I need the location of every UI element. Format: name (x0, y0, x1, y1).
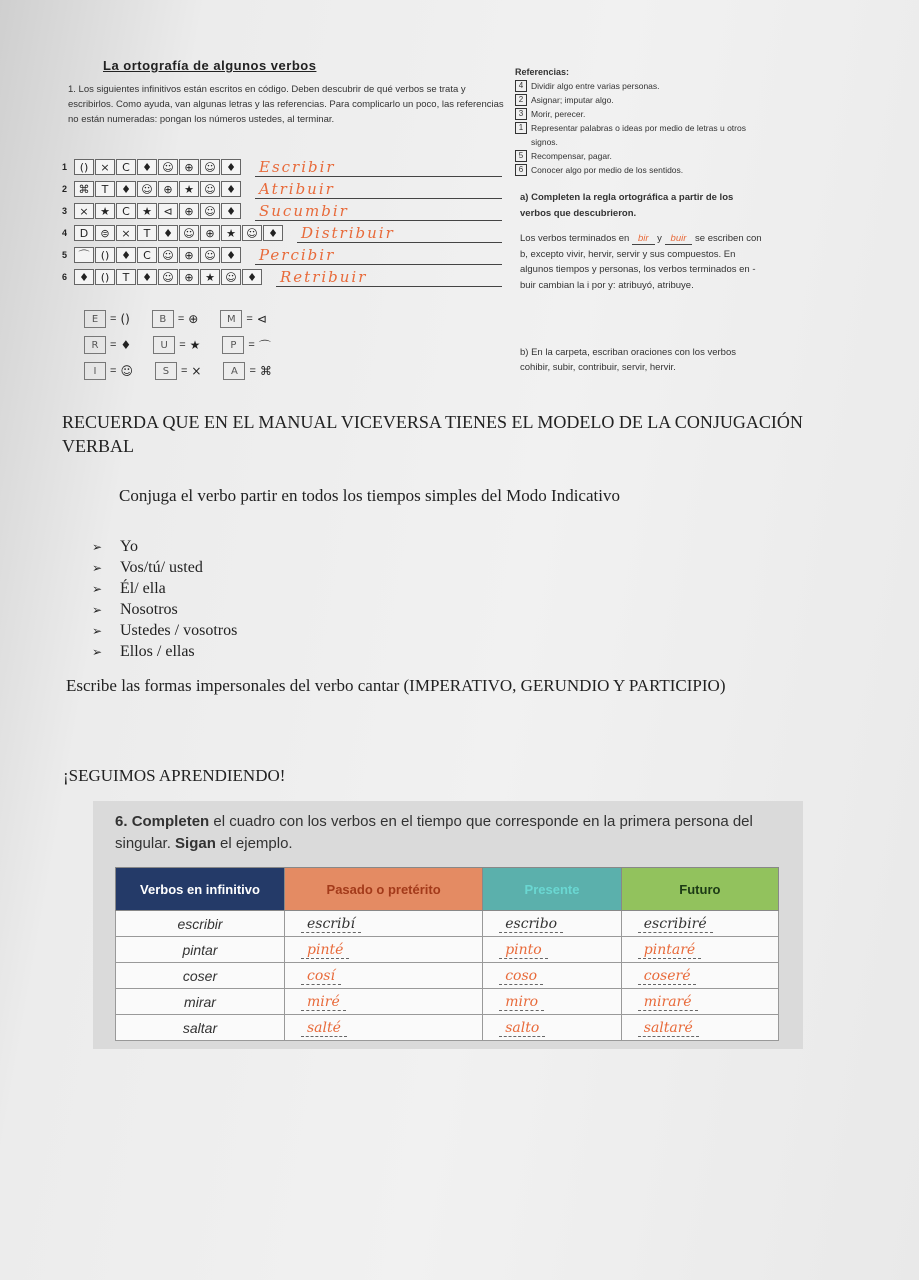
code-symbol: C (116, 159, 136, 175)
code-symbol: ★ (179, 181, 199, 197)
code-symbol: C (137, 247, 157, 263)
reference-text: Representar palabras o ideas por medio de letras u otros signos. (530, 123, 746, 147)
legend-letter-box[interactable]: A (223, 362, 245, 380)
answer-cell[interactable] (483, 1015, 622, 1041)
legend-item (222, 336, 270, 354)
answer-text: escribí (301, 916, 361, 933)
reference-number[interactable]: 3 (515, 108, 527, 120)
code-symbol: ♦ (221, 181, 241, 197)
col-header-futuro: Futuro (621, 868, 778, 911)
reference-number[interactable]: 6 (515, 164, 527, 176)
answer-text: cosí (301, 968, 341, 985)
code-row (62, 244, 502, 266)
legend-item (84, 310, 130, 328)
answer-cell[interactable] (483, 989, 622, 1015)
list-item (92, 599, 237, 620)
reference-item (515, 149, 775, 163)
code-symbol: C (116, 203, 136, 219)
table-row (116, 1015, 779, 1041)
equals-sign: = (110, 339, 117, 351)
list-item (92, 578, 237, 599)
rule-a-intro: a) Completen la regla ortográfica a partir de los verbos que descubrieron. (520, 192, 734, 219)
answer-text: escribiré (638, 916, 713, 933)
code-symbol: ⌒ (74, 247, 94, 263)
code-symbol: ⊕ (158, 181, 178, 197)
code-symbol: T (137, 225, 157, 241)
code-symbol: ♦ (221, 203, 241, 219)
legend-symbol: ★ (189, 338, 201, 352)
code-row (62, 178, 502, 200)
code-symbol: ☺ (200, 247, 220, 263)
equals-sign: = (246, 313, 253, 325)
verb-text: pintar (182, 941, 218, 958)
col-header-presente: Presente (483, 868, 622, 911)
col-header-pasado: Pasado o pretérito (285, 868, 483, 911)
equals-sign: = (179, 339, 186, 351)
reference-item (515, 107, 775, 121)
activity-text-1: el cuadro con los verbos en el tiempo que corresponde en la primera persona del singular. (115, 813, 753, 852)
legend-symbol: () (120, 312, 130, 326)
code-symbol: ♦ (221, 247, 241, 263)
code-symbol: ☺ (200, 203, 220, 219)
reference-text: Morir, perecer. (531, 109, 586, 119)
row-number: 1 (62, 162, 68, 172)
code-symbol: () (95, 247, 115, 263)
verb-text: escribir (177, 915, 223, 932)
table-row (116, 963, 779, 989)
code-symbol: ♦ (116, 247, 136, 263)
rule-a-answer-1[interactable]: bir (632, 233, 655, 245)
code-symbol: × (116, 225, 136, 241)
rule-a (520, 190, 765, 293)
row-number: 5 (62, 250, 68, 260)
code-symbol: T (95, 181, 115, 197)
answer-cell[interactable] (285, 963, 483, 989)
code-symbol: ♦ (242, 269, 262, 285)
answer-text: pinto (499, 942, 548, 959)
legend-letter-box[interactable]: B (152, 310, 174, 328)
code-symbol: ☺ (137, 181, 157, 197)
legend-symbol: ⌒ (258, 338, 271, 353)
person-label: Nosotros (120, 600, 178, 618)
code-cells (74, 247, 241, 263)
list-item (92, 641, 237, 662)
equals-sign: = (248, 339, 255, 351)
escribe-instruction: Escribe las formas impersonales del verbo cantar (IMPERATIVO, GERUNDIO Y PARTICIPIO) (66, 676, 726, 695)
legend-symbol: × (191, 364, 202, 378)
answer-cell[interactable] (483, 911, 622, 937)
code-symbol: () (95, 269, 115, 285)
reference-text: Recompensar, pagar. (531, 151, 612, 161)
list-item (92, 536, 237, 557)
legend-item (84, 336, 131, 354)
arrow-bullet-icon: ➢ (92, 560, 103, 575)
rule-a-text-1: Los verbos terminados en (520, 233, 630, 244)
rule-a-answer-2[interactable]: buir (665, 233, 693, 245)
worksheet-title: La ortografía de algunos verbos (103, 58, 317, 73)
person-label: Él/ ella (120, 579, 166, 597)
code-cells (74, 269, 262, 285)
answer-cell[interactable] (621, 963, 778, 989)
reference-item (515, 121, 775, 149)
code-symbol: × (95, 159, 115, 175)
legend-row (84, 336, 344, 354)
code-symbol: ☺ (242, 225, 262, 241)
legend-letter-box[interactable]: E (84, 310, 106, 328)
answer-cell[interactable] (621, 911, 778, 937)
legend-row (84, 310, 344, 328)
legend-letter-box[interactable]: M (220, 310, 242, 328)
verb-text: mirar (184, 993, 216, 1010)
equals-sign: = (249, 365, 256, 377)
answer-cell[interactable] (285, 911, 483, 937)
code-symbol: ♦ (116, 181, 136, 197)
activity-title (115, 811, 785, 855)
code-symbol: ⊕ (179, 159, 199, 175)
legend-item (84, 362, 133, 380)
answer-cell[interactable] (285, 937, 483, 963)
person-label: Ellos / ellas (120, 642, 195, 660)
code-symbol: ☺ (179, 225, 199, 241)
rule-b: b) En la carpeta, escriban oraciones con los verbos cohibir, subir, contribuir, servir, hervir. (520, 347, 736, 373)
reference-item (515, 79, 775, 93)
verb-text: saltar (182, 1019, 218, 1036)
answer-text: pintaré (638, 942, 701, 959)
person-label: Yo (120, 537, 138, 555)
code-cells (74, 181, 241, 197)
person-label: Ustedes / vosotros (120, 621, 238, 639)
legend-letter-box[interactable]: R (84, 336, 106, 354)
code-symbol: ♦ (263, 225, 283, 241)
answer-cell[interactable] (285, 1015, 483, 1041)
answer-cell[interactable] (483, 963, 622, 989)
conjuga-instruction: Conjuga el verbo partir en todos los tiempos simples del Modo Indicativo (119, 486, 620, 505)
rule-a-text-2: y (657, 233, 662, 244)
code-symbol: ⌘ (74, 181, 94, 197)
table-row (116, 911, 779, 937)
code-symbol: ☺ (221, 269, 241, 285)
code-symbol: ★ (221, 225, 241, 241)
answer-text: miré (301, 994, 346, 1011)
references-header: Referencias: (515, 67, 570, 77)
answer-text: pinté (301, 942, 349, 959)
code-symbol: ⊕ (179, 203, 199, 219)
row-number: 2 (62, 184, 68, 194)
answer-text: salté (301, 1020, 347, 1037)
code-cells (74, 225, 283, 241)
equals-sign: = (110, 313, 117, 325)
answer-field[interactable]: Distribuir (297, 224, 502, 243)
code-symbol: ♦ (158, 225, 178, 241)
code-symbol: ⊕ (179, 247, 199, 263)
code-symbol: ⊕ (179, 269, 199, 285)
code-symbol: ☺ (158, 247, 178, 263)
code-cells (74, 159, 241, 175)
code-cells (74, 203, 241, 219)
legend-symbol: ☺ (120, 364, 133, 378)
col-header-infinitivo: Verbos en infinitivo (116, 868, 285, 911)
legend-letter-box[interactable]: S (155, 362, 177, 380)
code-symbol: ☺ (158, 159, 178, 175)
answer-field[interactable]: Sucumbir (255, 202, 502, 221)
answer-text: salto (499, 1020, 545, 1037)
activity-text-2: el ejemplo. (215, 835, 293, 852)
verb-cell (116, 1015, 285, 1041)
verb-cell (116, 937, 285, 963)
code-symbol: ♦ (221, 159, 241, 175)
activity-panel (93, 801, 803, 1049)
answer-text: coseré (638, 968, 697, 985)
code-symbol: ⊕ (200, 225, 220, 241)
person-list (92, 536, 237, 662)
code-row (62, 222, 502, 244)
reference-item (515, 93, 775, 107)
row-number: 3 (62, 206, 68, 216)
arrow-bullet-icon: ➢ (92, 623, 103, 638)
activity-keyword: Completen (131, 813, 210, 830)
legend-item (153, 336, 200, 354)
list-item (92, 557, 237, 578)
legend-item (220, 310, 267, 328)
answer-text: escribo (499, 916, 563, 933)
legend-item (152, 310, 199, 328)
answer-cell[interactable] (483, 937, 622, 963)
code-row (62, 200, 502, 222)
rule-a-text-3: se escriben con b, excepto vivir, hervir, servir y sus compuestos. En algunos tiempos y personas, los verbos terminados en -buir cambian la i por y: atribuyó, atribuye. (520, 233, 762, 291)
answer-field[interactable]: Percibir (255, 246, 502, 265)
row-number: 6 (62, 272, 68, 282)
answer-field[interactable]: Escribir (255, 158, 502, 177)
equals-sign: = (180, 365, 188, 377)
answer-cell[interactable] (621, 1015, 778, 1041)
verb-text: coser (182, 967, 218, 984)
arrow-bullet-icon: ➢ (92, 644, 103, 659)
answer-field[interactable]: Retribuir (276, 268, 502, 287)
equals-sign: = (110, 365, 117, 377)
code-symbol: T (116, 269, 136, 285)
code-symbol: ☺ (158, 269, 178, 285)
answer-cell[interactable] (621, 989, 778, 1015)
answer-text: saltaré (638, 1020, 699, 1037)
reference-text: Conocer algo por medio de los sentidos. (531, 165, 684, 175)
answer-text: miraré (638, 994, 698, 1011)
legend-letter-box[interactable]: I (84, 362, 106, 380)
legend-letter-box[interactable]: U (153, 336, 175, 354)
row-number: 4 (62, 228, 68, 238)
legend-symbol: ⊲ (256, 312, 267, 326)
code-symbol: ⊜ (95, 225, 115, 241)
table-row (116, 989, 779, 1015)
instructions: 1. Los siguientes infinitivos están escritos en código. Deben descubrir de qué verbos se trata y escribirlos. Como ayuda, van algunas letras y las referencias. Para complicarlo un poco, las referencias no están numeradas: pongan los números ustedes, al terminar. (68, 84, 504, 125)
code-legend (84, 310, 344, 388)
verb-cell (116, 911, 285, 937)
legend-symbol: ♦ (120, 338, 132, 352)
verb-cell (116, 989, 285, 1015)
code-symbol: × (74, 203, 94, 219)
list-item (92, 620, 237, 641)
legend-item (223, 362, 271, 380)
code-symbol: ⊲ (158, 203, 178, 219)
legend-letter-box[interactable]: P (222, 336, 244, 354)
code-symbol: ☺ (200, 181, 220, 197)
reference-number[interactable]: 5 (515, 150, 527, 162)
equals-sign: = (177, 313, 185, 325)
references (515, 65, 775, 177)
reference-number[interactable]: 4 (515, 80, 527, 92)
person-label: Vos/tú/ usted (120, 558, 203, 576)
recuerda-heading: RECUERDA QUE EN EL MANUAL VICEVERSA TIENES EL MODELO DE LA CONJUGACIÓN VERBAL (62, 412, 803, 456)
legend-row (84, 362, 344, 380)
answer-cell[interactable] (285, 989, 483, 1015)
code-symbol: ♦ (74, 269, 94, 285)
code-symbol: () (74, 159, 94, 175)
code-symbol: ★ (137, 203, 157, 219)
conjugation-table (115, 867, 779, 1041)
arrow-bullet-icon: ➢ (92, 602, 103, 617)
answer-field[interactable]: Atribuir (255, 180, 502, 199)
arrow-bullet-icon: ➢ (92, 539, 103, 554)
activity-number: 6. (115, 813, 128, 830)
reference-number[interactable]: 2 (515, 94, 527, 106)
answer-cell[interactable] (621, 937, 778, 963)
reference-text: Asignar; imputar algo. (531, 95, 614, 105)
reference-number[interactable]: 1 (515, 122, 527, 134)
code-rows (62, 156, 502, 288)
seguimos-heading: ¡SEGUIMOS APRENDIENDO! (63, 766, 286, 785)
code-symbol: ☺ (200, 159, 220, 175)
code-symbol: ★ (95, 203, 115, 219)
table-row (116, 937, 779, 963)
answer-text: coso (499, 968, 543, 985)
code-symbol: ★ (200, 269, 220, 285)
code-symbol: D (74, 225, 94, 241)
activity-keyword-2: Sigan (175, 835, 216, 852)
code-symbol: ♦ (137, 159, 157, 175)
answer-text: miro (499, 994, 544, 1011)
reference-item (515, 163, 775, 177)
reference-text: Dividir algo entre varias personas. (531, 81, 660, 91)
code-symbol: ♦ (137, 269, 157, 285)
arrow-bullet-icon: ➢ (92, 581, 103, 596)
code-row (62, 156, 502, 178)
verb-cell (116, 963, 285, 989)
code-row (62, 266, 502, 288)
legend-item (155, 362, 202, 380)
legend-symbol: ⊕ (188, 312, 199, 326)
legend-symbol: ⌘ (259, 364, 272, 378)
